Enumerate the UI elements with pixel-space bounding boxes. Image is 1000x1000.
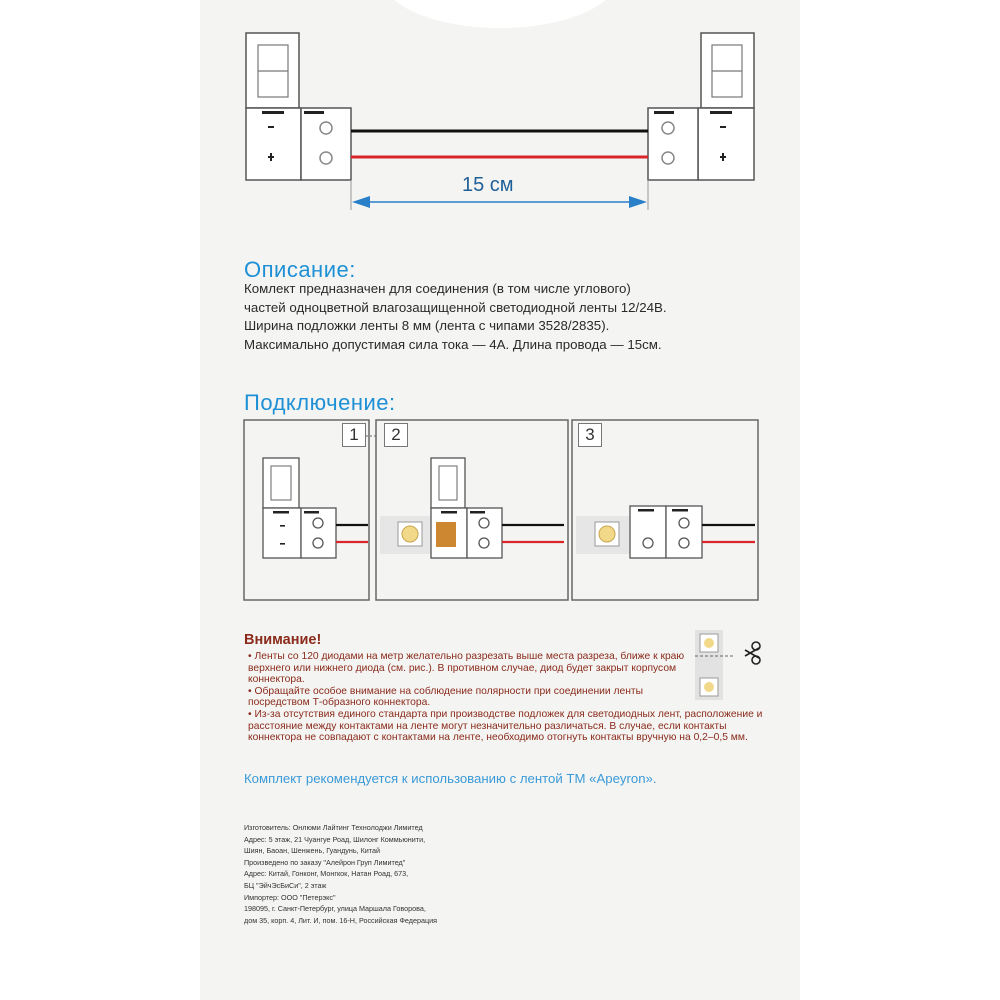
recommendation: Комплект рекомендуется к использованию с лентой ТМ «Apeyron».: [244, 771, 657, 786]
manufacturer-line: Импортер: ООО "Петерэкс": [244, 892, 336, 902]
manufacturer-line: Изготовитель: Онлюми Лайтинг Технолоджи Лимитед: [244, 823, 423, 832]
description-heading: Описание:: [244, 257, 356, 282]
dimension-arrow-left: [352, 196, 370, 208]
dimension-arrow-right: [629, 196, 647, 208]
connection-heading: Подключение:: [244, 390, 396, 415]
description-line: Комлект предназначен для соединения (в том числе углового): [244, 281, 631, 296]
manufacturer-line: Произведено по заказу "Алейрон Груп Лимитед": [244, 857, 406, 867]
manufacturer-info: [244, 822, 504, 926]
step-number-3: 3: [578, 423, 602, 447]
step-number-1: 1: [342, 423, 366, 447]
right-connector-bottom: [698, 108, 754, 180]
warning-item: • Из-за отсутствия единого стандарта при производстве подложек для светодиодных лент, расположение и расстояние между контактами на ленте могут незначительно различаться. В случае, если контакты коннектора не совпадают с контактами на ленте, необходимо отогнуть контакты вручную на 0,2–0,5 мм.: [248, 708, 763, 744]
manufacturer-line: 198095, г. Санкт-Петербург, улица Маршала Говорова,: [244, 904, 426, 914]
step-number-2: 2: [384, 423, 408, 447]
left-connector-end: [301, 108, 351, 180]
description-line: Максимально допустимая сила тока — 4А. Длина провода — 15см.: [244, 336, 662, 352]
scissors-icon: [745, 642, 760, 664]
warning-item: • Ленты со 120 диодами на метр желательно разрезать выше места разреза, ближе к краю верхнего или нижнего диода (см. рис.). В противном случае, диод будет закрыт корпусом коннектора.: [248, 651, 685, 686]
manufacturer-line: Адрес: Китай, Гонконг, Монгкок, Натан Роад, 673,: [244, 869, 409, 879]
warning-item: • Обращайте особое внимание на соблюдение полярности при соединении ленты посредством Т-образного коннектора.: [248, 685, 644, 709]
description-line: частей одноцветной влагозащищенной светодиодной ленты 12/24В.: [244, 299, 667, 315]
cut-illustration: [200, 628, 800, 828]
warning-title: Внимание!: [244, 632, 322, 648]
right-connector-end: [648, 108, 698, 180]
manufacturer-line: Адрес: 5 этаж, 21 Чуангуе Роад, Шилонг Коммьюнити,: [244, 834, 426, 844]
manufacturer-line: БЦ "ЭйчЭсБиСи", 2 этаж: [244, 880, 327, 890]
description-line: Ширина подложки ленты 8 мм (лента с чипами 3528/2835).: [244, 318, 610, 333]
connection-steps-diagram: [200, 418, 800, 618]
package-card: [200, 0, 800, 1000]
connector-dimension-diagram: [200, 0, 800, 240]
manufacturer-line: дом 35, корп. 4, Лит. И, пом. 16-Н, Российская Федерация: [244, 915, 437, 925]
left-connector-bottom: [246, 108, 301, 180]
manufacturer-line: Шиян, Баоан, Шенжень, Гуандунь, Китай: [244, 846, 381, 856]
dimension-label: 15 см: [462, 174, 514, 196]
description-text: [244, 280, 784, 354]
